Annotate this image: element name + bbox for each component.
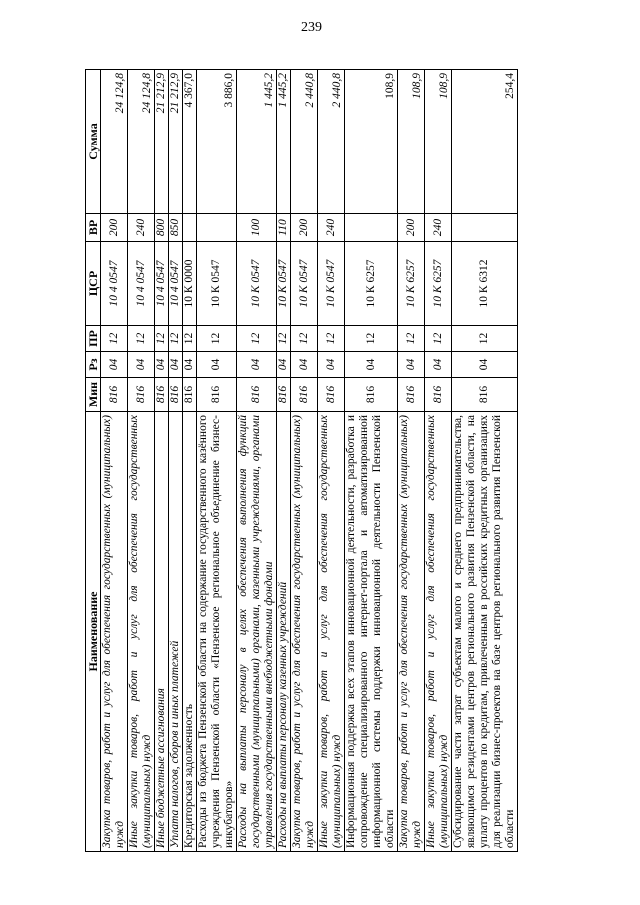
cell-vr: 240 [425,214,452,242]
cell-sum: 24 124,8 [101,70,128,214]
cell-sum: 4 367,0 [183,70,197,214]
cell-sum: 21 212,9 [155,70,169,214]
cell-vr: 200 [101,214,128,242]
table-row [183,70,197,852]
cell-csr: 10 4 0547 [101,242,128,326]
cell-rz: 04 [398,352,425,378]
cell-min: 816 [452,378,518,412]
table-row [318,70,345,852]
cell-rz: 04 [183,352,197,378]
cell-name: Кредиторская задолженность [183,412,197,852]
cell-rz: 04 [197,352,237,378]
cell-name: Расходы на выплаты персоналу казенных учреждений [277,412,291,852]
cell-vr: 100 [237,214,277,242]
cell-name: Информационная поддержка всех этапов инновационной деятельности, разработка и сопровождение специализированного интернет-портала и автоматизированной информационной системы поддержки инновационной деятельности Пензенской области [345,412,398,852]
cell-rz: 04 [169,352,183,378]
cell-min: 816 [277,378,291,412]
cell-sum: 108,9 [345,70,398,214]
cell-name: Иные закупки товаров, работ и услуг для обеспечения государственных (муниципальных) нужд [128,412,155,852]
table-row [128,70,155,852]
cell-csr: 10 К 0000 [183,242,197,326]
cell-csr: 10 4 0547 [128,242,155,326]
cell-pr: 12 [452,326,518,352]
cell-csr: 10 К 6312 [452,242,518,326]
cell-min: 816 [128,378,155,412]
cell-pr: 12 [197,326,237,352]
cell-rz: 04 [101,352,128,378]
cell-min: 816 [237,378,277,412]
header-pr: ПР [86,326,101,352]
table-row [345,70,398,852]
table-row [237,70,277,852]
cell-rz: 04 [237,352,277,378]
cell-min: 816 [169,378,183,412]
cell-vr: 800 [155,214,169,242]
cell-rz: 04 [277,352,291,378]
cell-csr: 10 К 6257 [345,242,398,326]
cell-min: 816 [183,378,197,412]
table-row [452,70,518,852]
cell-pr: 12 [183,326,197,352]
cell-rz: 04 [318,352,345,378]
cell-sum: 24 124,8 [128,70,155,214]
cell-name: Расходы на выплаты персоналу в целях обеспечения выполнения функций государственными (муниципальными) органами, казенными учреждениями, органами управления государственными внебюджетными фондами [237,412,277,852]
cell-csr: 10 К 0547 [237,242,277,326]
cell-name: Иные закупки товаров, работ и услуг для обеспечения государственных (муниципальных) нужд [318,412,345,852]
cell-min: 816 [101,378,128,412]
table-row [291,70,318,852]
table-row [101,70,128,852]
cell-rz: 04 [452,352,518,378]
cell-csr: 10 К 0547 [197,242,237,326]
cell-min: 816 [291,378,318,412]
header-min: Мин [86,378,101,412]
cell-csr: 10 К 0547 [291,242,318,326]
cell-sum: 2 440,8 [318,70,345,214]
cell-rz: 04 [425,352,452,378]
cell-sum: 254,4 [452,70,518,214]
cell-vr: 850 [169,214,183,242]
table-row [277,70,291,852]
cell-min: 816 [425,378,452,412]
cell-name: Закупка товаров, работ и услуг для обеспечения государственных (муниципальных) нужд [101,412,128,852]
cell-rz: 04 [155,352,169,378]
cell-vr [197,214,237,242]
cell-sum: 108,9 [425,70,452,214]
cell-vr [183,214,197,242]
cell-pr: 12 [291,326,318,352]
cell-sum: 3 886,0 [197,70,237,214]
cell-pr: 12 [425,326,452,352]
cell-csr: 10 К 6257 [398,242,425,326]
cell-min: 816 [398,378,425,412]
cell-csr: 10 К 0547 [318,242,345,326]
cell-min: 816 [345,378,398,412]
cell-pr: 12 [277,326,291,352]
cell-name: Субсидирование части затрат субъектам малого и среднего предпринимательства, являющимся резидентами центров регионального развития Пензенской области, на уплату процентов по кредитам, привлеченным в российских кредитных организациях для реализации бизнес-проектов на базе центров регионального развития Пензенской области [452,412,518,852]
table-body [101,70,518,852]
cell-pr: 12 [237,326,277,352]
cell-name: Иные закупки товаров, работ и услуг для обеспечения государственных (муниципальных) нужд [425,412,452,852]
cell-min: 816 [197,378,237,412]
cell-vr: 200 [398,214,425,242]
cell-min: 816 [155,378,169,412]
cell-pr: 12 [169,326,183,352]
cell-rz: 04 [345,352,398,378]
cell-name: Закупка товаров, работ и услуг для обеспечения государственных (муниципальных) нужд [398,412,425,852]
header-csr: ЦСР [86,242,101,326]
table-row [155,70,169,852]
cell-sum: 1 445,2 [237,70,277,214]
cell-sum: 2 440,8 [291,70,318,214]
header-sum: Сумма [86,70,101,214]
table-row [197,70,237,852]
cell-pr: 12 [101,326,128,352]
cell-pr: 12 [318,326,345,352]
cell-rz: 04 [291,352,318,378]
cell-csr: 10 К 6257 [425,242,452,326]
cell-vr: 110 [277,214,291,242]
cell-vr: 240 [318,214,345,242]
cell-sum: 1 445,2 [277,70,291,214]
cell-pr: 12 [155,326,169,352]
table-row [169,70,183,852]
budget-table [85,69,518,852]
cell-vr: 200 [291,214,318,242]
cell-vr: 240 [128,214,155,242]
cell-pr: 12 [398,326,425,352]
table-row [425,70,452,852]
page-number: 239 [301,20,322,35]
table-row [398,70,425,852]
header-name: Наименование [86,412,101,852]
cell-csr: 10 К 0547 [277,242,291,326]
cell-name: Закупка товаров, работ и услуг для обеспечения государственных (муниципальных) нужд [291,412,318,852]
cell-name: Уплата налогов, сборов и иных платежей [169,412,183,852]
budget-table-container [85,70,600,852]
cell-csr: 10 4 0547 [169,242,183,326]
cell-min: 816 [318,378,345,412]
rotated-table [85,70,600,852]
cell-pr: 12 [128,326,155,352]
header-vr: ВР [86,214,101,242]
cell-vr [345,214,398,242]
header-rz: Рз [86,352,101,378]
cell-name: Иные бюджетные ассигнования [155,412,169,852]
cell-name: Расходы из бюджета Пензенской области на содержание государственного казённого учреждения Пензенской области «Пензенское региональное объединение бизнес-инкубаторов» [197,412,237,852]
cell-csr: 10 4 0547 [155,242,169,326]
cell-vr [452,214,518,242]
cell-sum: 21 212,9 [169,70,183,214]
cell-pr: 12 [345,326,398,352]
cell-rz: 04 [128,352,155,378]
table-header-row [86,70,101,852]
cell-sum: 108,9 [398,70,425,214]
